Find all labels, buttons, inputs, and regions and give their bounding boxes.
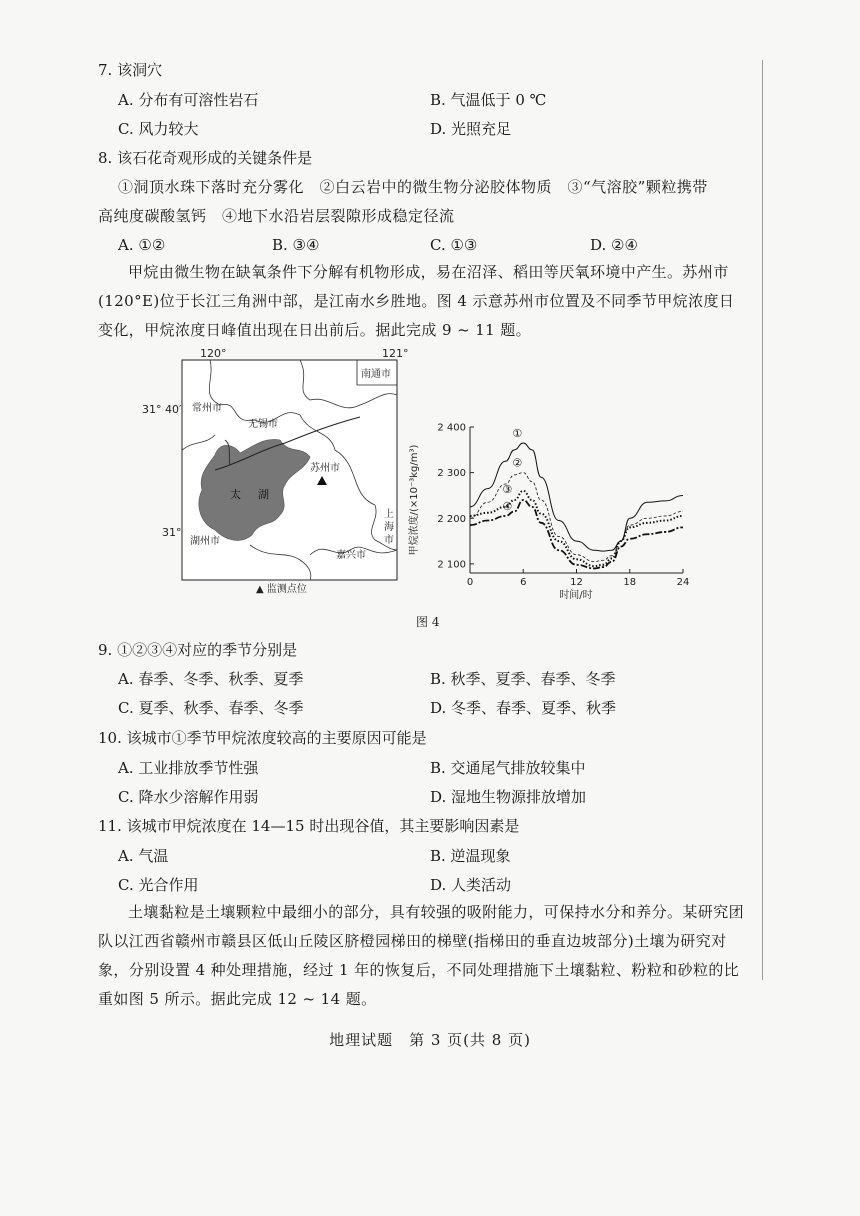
- q10-stem: 10. 该城市①季节甲烷浓度较高的主要原因可能是: [98, 729, 427, 747]
- chart-x-tick-label: 0: [466, 577, 474, 588]
- chart-x-tick-label: 18: [623, 577, 637, 588]
- map-label-shi: 市: [384, 535, 394, 546]
- chart-y-tick-label: 2 400: [437, 422, 466, 434]
- q7-option-b: B. 气温低于 0 ℃: [430, 91, 547, 109]
- q10-option-d: D. 湿地生物源排放增加: [430, 788, 587, 806]
- map-label-hai: 海: [384, 522, 394, 533]
- chart-series-label: ③: [502, 482, 513, 496]
- intro-paragraph-soil: 土壤黏粒是土壤颗粒中最细小的部分，具有较强的吸附能力，可保持水分和养分。某研究团队以江西省赣州市赣县区低山丘陵区脐橙园梯田的梯壁(指梯田的垂直边坡部分)土壤为研究对象，分别设置 4 种处理措施，经过 1 年的恢复后，不同处理措施下土壤黏粒、粉粒和砂粒的比重如图 5 所示。据此完成 12 ~ 14 题。: [98, 903, 745, 1008]
- chart-series-line-1: [470, 443, 683, 551]
- q7-option-a: A. 分布有可溶性岩石: [118, 91, 259, 109]
- chart-xlabel: 时间/时: [559, 590, 593, 601]
- intro-paragraph-methane: 甲烷由微生物在缺氧条件下分解有机物形成，易在沼泽、稻田等厌氧环境中产生。苏州市(120°E)位于长江三角洲中部，是江南水乡胜地。图 4 示意苏州市位置及不同季节甲烷浓度日变化，甲烷浓度日峰值出现在日出前后。据此完成 9 ~ 11 题。: [98, 263, 735, 339]
- q8-option-d: D. ②④: [590, 236, 638, 254]
- map-lon-121: 121°: [382, 347, 409, 360]
- q10-option-a: A. 工业排放季节性强: [118, 759, 259, 777]
- chart-x-tick-label: 6: [520, 577, 527, 588]
- q9-option-b: B. 秋季、夏季、春季、冬季: [430, 670, 616, 688]
- page-footer: 地理试题 第 3 页(共 8 页): [329, 1031, 531, 1049]
- map-lon-120: 120°: [200, 347, 227, 360]
- chart-series-label: ④: [502, 500, 513, 513]
- q8-option-b: B. ③④: [272, 236, 320, 254]
- map-label-wuxi: 无锡市: [248, 419, 278, 430]
- chart-y-tick-label: 2 200: [437, 513, 466, 525]
- figure-4-caption: 图 4: [416, 615, 440, 629]
- chart-x-tick-label: 24: [676, 577, 690, 588]
- q9-option-a: A. 春季、冬季、秋季、夏季: [118, 670, 304, 688]
- q11-option-c: C. 光合作用: [118, 876, 199, 894]
- q10-option-b: B. 交通尾气排放较集中: [430, 759, 586, 777]
- map-label-jiaxing: 嘉兴市: [336, 550, 366, 561]
- q8-option-a: A. ①②: [118, 236, 166, 254]
- map-label-hu: 湖: [258, 488, 269, 501]
- q11-option-d: D. 人类活动: [430, 876, 512, 894]
- chart-series-label: ①: [512, 426, 523, 440]
- q7-option-c: C. 风力较大: [118, 120, 199, 138]
- q9-stem: 9. ①②③④对应的季节分别是: [98, 641, 298, 659]
- q11-option-a: A. 气温: [118, 847, 169, 865]
- chart-y-tick-label: 2 300: [437, 468, 466, 480]
- map-lat-31: 31°: [162, 526, 182, 539]
- map-legend-monitoring-point: ▲ 监测点位: [256, 584, 307, 595]
- q11-stem: 11. 该城市甲烷浓度在 14—15 时出现谷值，其主要影响因素是: [98, 817, 520, 835]
- map-label-tai: 太: [230, 488, 241, 501]
- methane-concentration-chart: [405, 415, 705, 605]
- map-lat-3140: 31° 40′: [142, 403, 182, 416]
- q11-option-b: B. 逆温现象: [430, 847, 511, 865]
- map-label-nantong: 南通市: [361, 369, 391, 380]
- chart-x-tick-label: 12: [570, 577, 583, 588]
- suzhou-location-map: [142, 345, 410, 595]
- q7-option-d: D. 光照充足: [430, 120, 512, 138]
- q10-option-c: C. 降水少溶解作用弱: [118, 788, 259, 806]
- map-label-suzhou: 苏州市: [310, 463, 340, 474]
- chart-series-label: ②: [512, 456, 523, 470]
- q8-statements-line2: 高纯度碳酸氢钙 ④地下水沿岩层裂隙形成稳定径流: [98, 207, 455, 225]
- margin-line: [762, 60, 763, 980]
- q8-option-c: C. ①③: [430, 236, 478, 254]
- q9-option-c: C. 夏季、秋季、春季、冬季: [118, 699, 304, 717]
- q8-stem: 8. 该石花奇观形成的关键条件是: [98, 149, 313, 167]
- q8-statements-line1: ①洞顶水珠下落时充分雾化 ②白云岩中的微生物分泌胶体物质 ③“气溶胶”颗粒携带: [118, 178, 708, 196]
- map-label-huzhou: 湖州市: [190, 536, 220, 547]
- chart-ylabel: 甲烷浓度/(×10⁻³kg/m³): [409, 444, 420, 556]
- q7-stem: 7. 该洞穴: [98, 61, 163, 79]
- map-label-shang: 上: [384, 509, 394, 520]
- map-label-changzhou: 常州市: [192, 403, 222, 414]
- chart-y-tick-label: 2 100: [437, 559, 466, 571]
- q9-option-d: D. 冬季、春季、夏季、秋季: [430, 699, 617, 717]
